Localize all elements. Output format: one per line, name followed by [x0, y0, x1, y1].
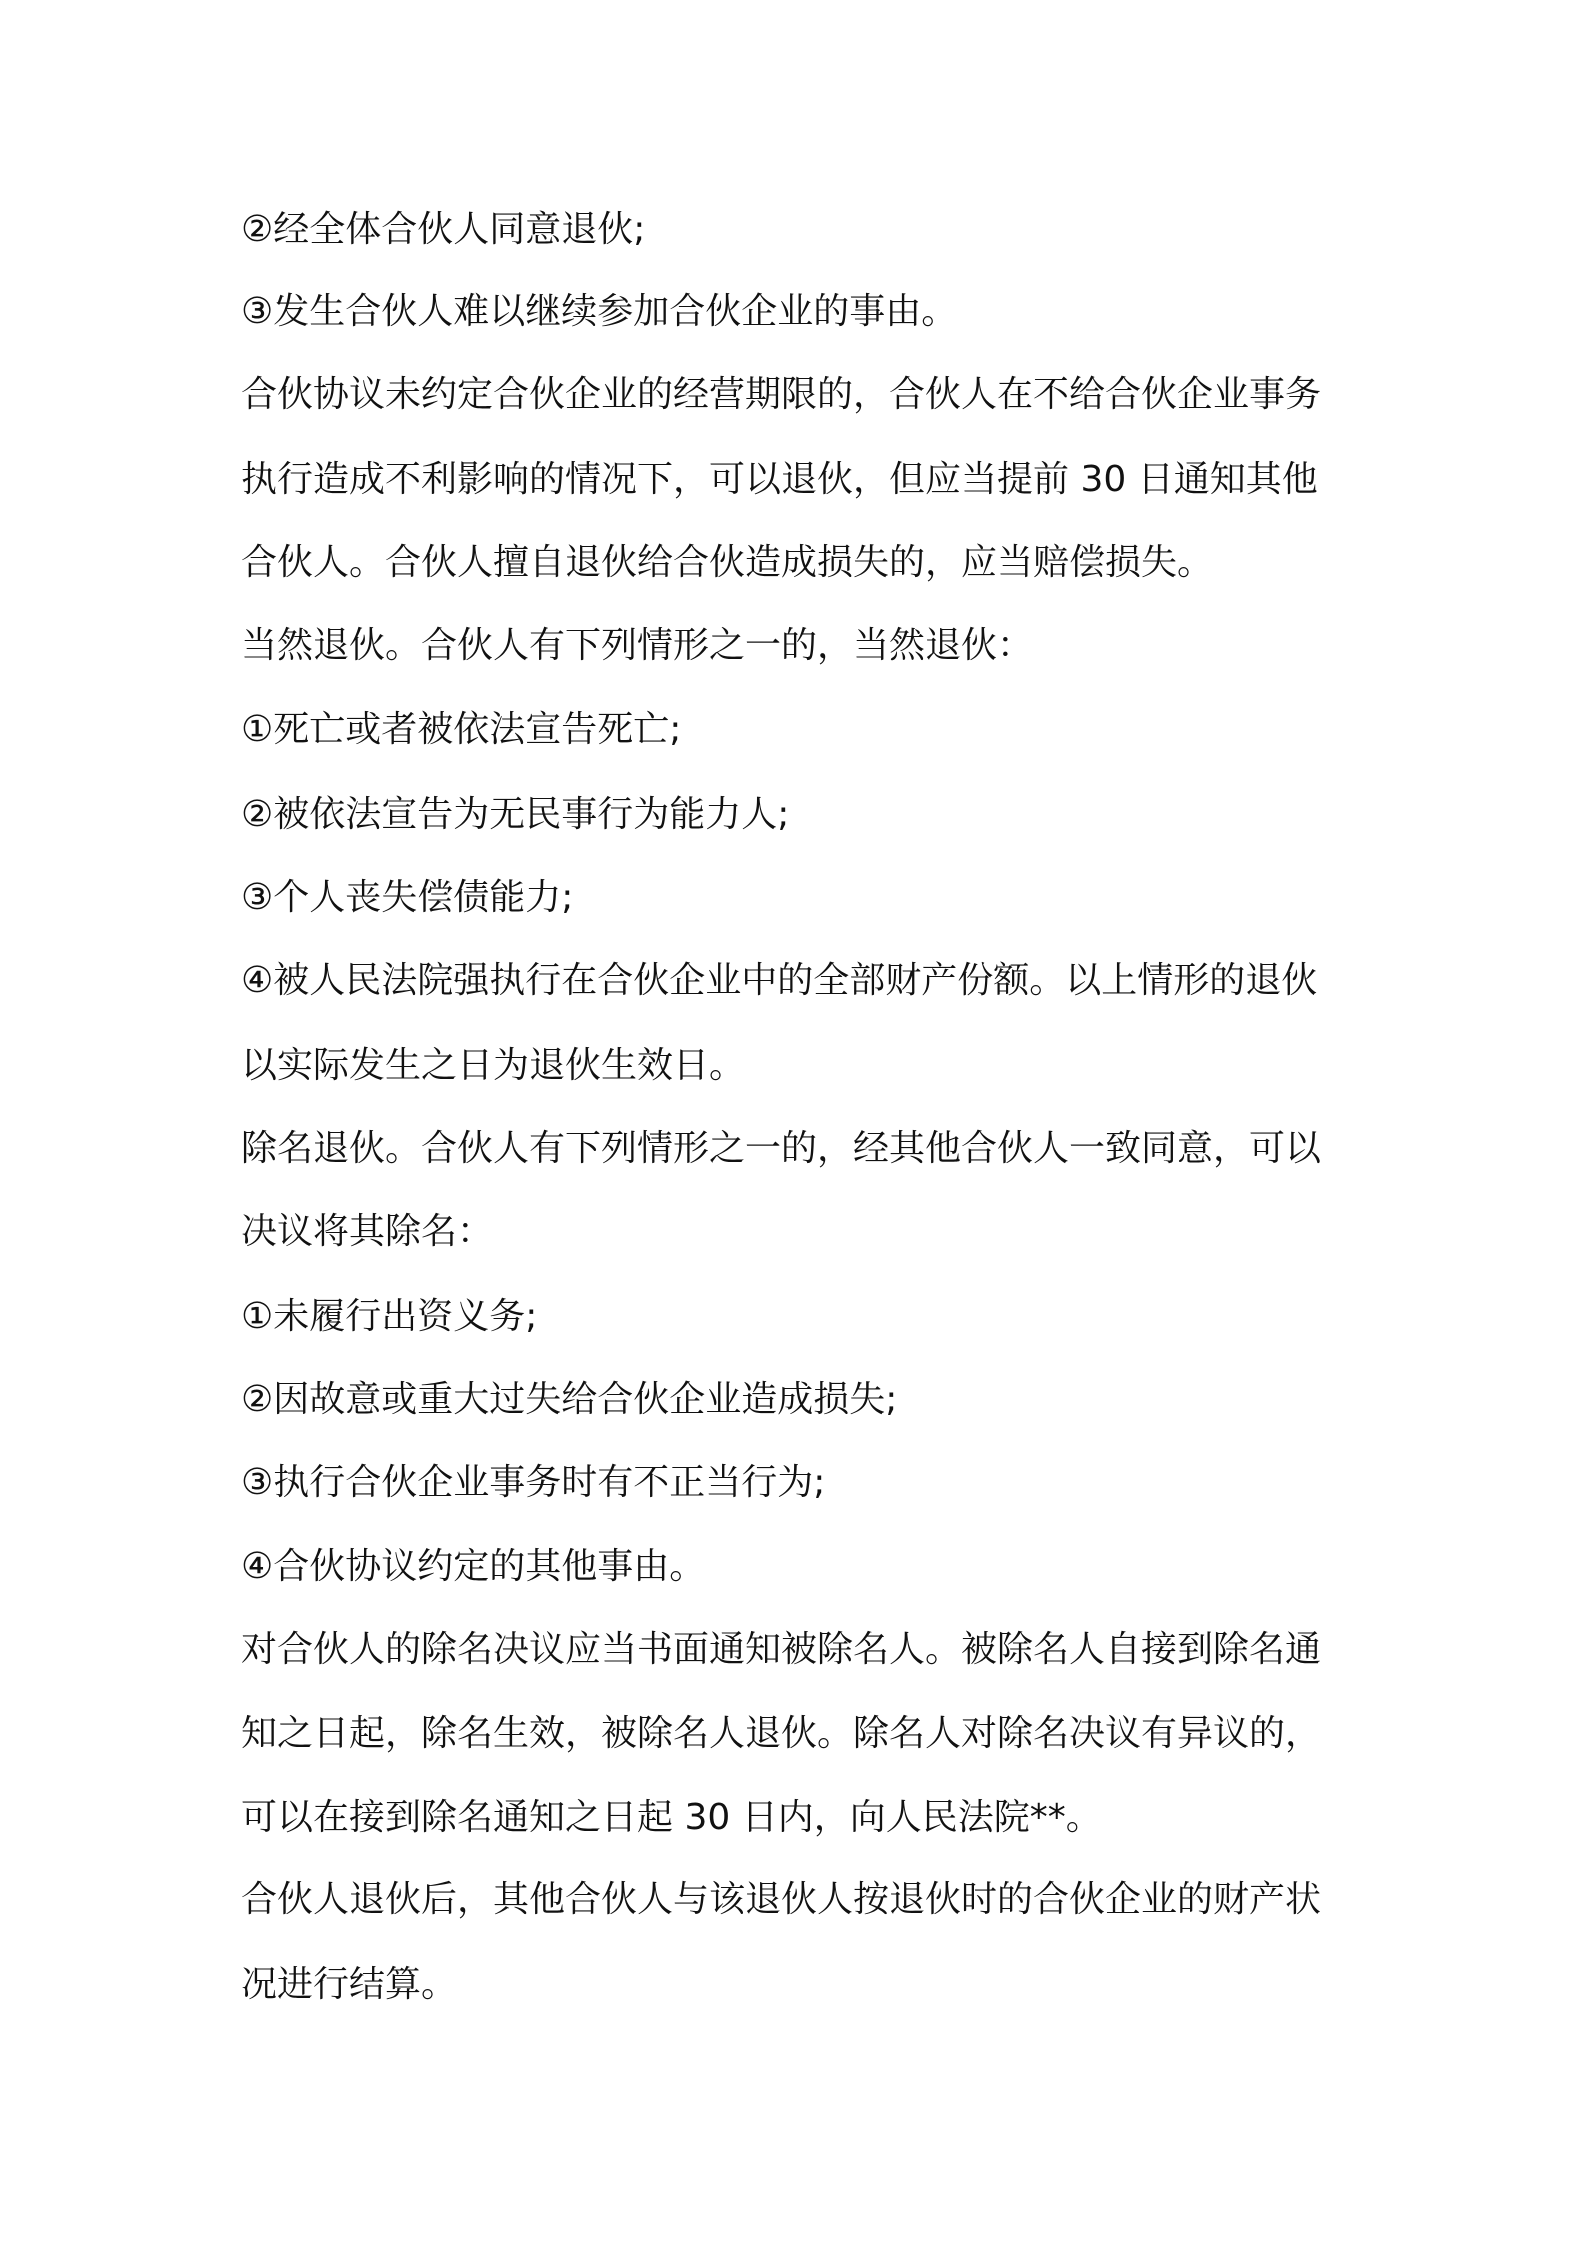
text-line: ④被人民法院强执行在合伙企业中的全部财产份额。以上情形的退伙 — [241, 960, 1318, 1001]
text-line: 知之日起，除名生效，被除名人退伙。除名人对除名决议有异议的， — [241, 1713, 1322, 1754]
text-line: 以实际发生之日为退伙生效日。 — [241, 1045, 746, 1086]
text-line: ④合伙协议约定的其他事由。 — [241, 1546, 706, 1587]
text-line: ③执行合伙企业事务时有不正当行为; — [241, 1462, 826, 1503]
text-line: 决议将其除名： — [241, 1211, 494, 1252]
text-line: 合伙人退伙后，其他合伙人与该退伙人按退伙时的合伙企业的财产状 — [241, 1879, 1322, 1920]
text-line: ①死亡或者被依法宣告死亡; — [241, 709, 682, 750]
text-line: 合伙协议未约定合伙企业的经营期限的，合伙人在不给合伙企业事务 — [241, 374, 1322, 415]
text-line: 执行造成不利影响的情况下，可以退伙，但应当提前 30 日通知其他 — [241, 459, 1318, 500]
text-line: 当然退伙。合伙人有下列情形之一的，当然退伙： — [241, 625, 1034, 666]
text-line: ①未履行出资义务; — [241, 1296, 538, 1337]
text-line: 可以在接到除名通知之日起 30 日内，向人民法院**。 — [241, 1797, 1102, 1838]
text-line: ③个人丧失偿债能力; — [241, 877, 574, 918]
text-line: 对合伙人的除名决议应当书面通知被除名人。被除名人自接到除名通 — [241, 1629, 1322, 1670]
text-line: ②经全体合伙人同意退伙; — [241, 209, 646, 250]
text-line: 除名退伙。合伙人有下列情形之一的，经其他合伙人一致同意，可以 — [241, 1128, 1322, 1169]
text-line: ②因故意或重大过失给合伙企业造成损失; — [241, 1379, 898, 1420]
text-line: 合伙人。合伙人擅自退伙给合伙造成损失的，应当赔偿损失。 — [241, 542, 1214, 583]
text-line: ②被依法宣告为无民事行为能力人; — [241, 794, 790, 835]
text-line: ③发生合伙人难以继续参加合伙企业的事由。 — [241, 291, 958, 332]
text-line: 况进行结算。 — [241, 1964, 458, 2005]
